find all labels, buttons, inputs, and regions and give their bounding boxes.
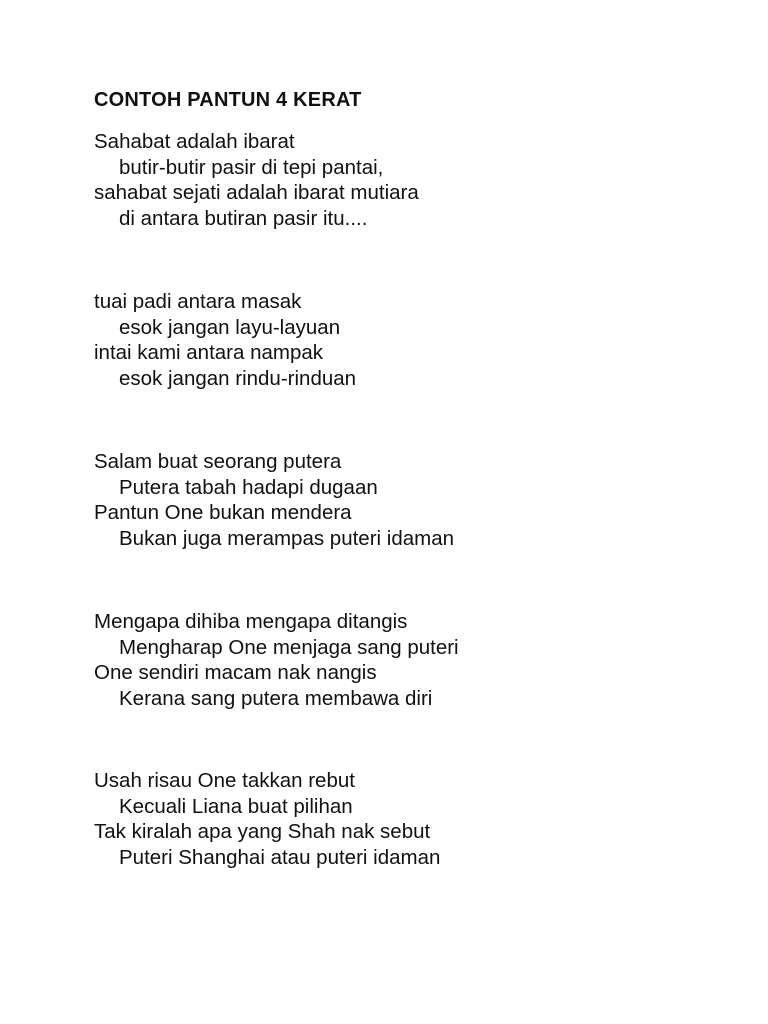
pantun-line: Mengharap One menjaga sang puteri	[119, 635, 459, 659]
pantun-line: Kerana sang putera membawa diri	[119, 686, 433, 710]
pantun-line: Tak kiralah apa yang Shah nak sebut	[94, 820, 431, 843]
pantun-line: Puteri Shanghai atau puteri idaman	[119, 845, 441, 869]
pantun-line: Bukan juga merampas puteri idaman	[119, 526, 455, 550]
pantun-line: One sendiri macam nak nangis	[94, 661, 377, 684]
document-title: CONTOH PANTUN 4 KERAT	[94, 89, 362, 111]
pantun-line: butir-butir pasir di tepi pantai,	[119, 155, 384, 179]
pantun-line: Pantun One bukan mendera	[94, 501, 352, 524]
pantun-stanza-3	[94, 449, 454, 551]
pantun-stanza-1	[94, 129, 419, 231]
pantun-line: sahabat sejati adalah ibarat mutiara	[94, 181, 419, 204]
pantun-line: di antara butiran pasir itu....	[119, 206, 368, 230]
pantun-line: Mengapa dihiba mengapa ditangis	[94, 610, 408, 633]
pantun-line: esok jangan layu-layuan	[119, 315, 341, 339]
pantun-stanza-4	[94, 609, 459, 711]
pantun-line: tuai padi antara masak	[94, 290, 302, 313]
pantun-line: esok jangan rindu-rinduan	[119, 366, 357, 390]
pantun-line: intai kami antara nampak	[94, 341, 324, 364]
pantun-stanza-2	[94, 289, 356, 391]
pantun-line: Sahabat adalah ibarat	[94, 130, 295, 153]
pantun-line: Putera tabah hadapi dugaan	[119, 475, 378, 499]
pantun-stanza-5	[94, 768, 440, 870]
pantun-line: Kecuali Liana buat pilihan	[119, 794, 353, 818]
pantun-line: Salam buat seorang putera	[94, 450, 342, 473]
pantun-line: Usah risau One takkan rebut	[94, 769, 355, 792]
